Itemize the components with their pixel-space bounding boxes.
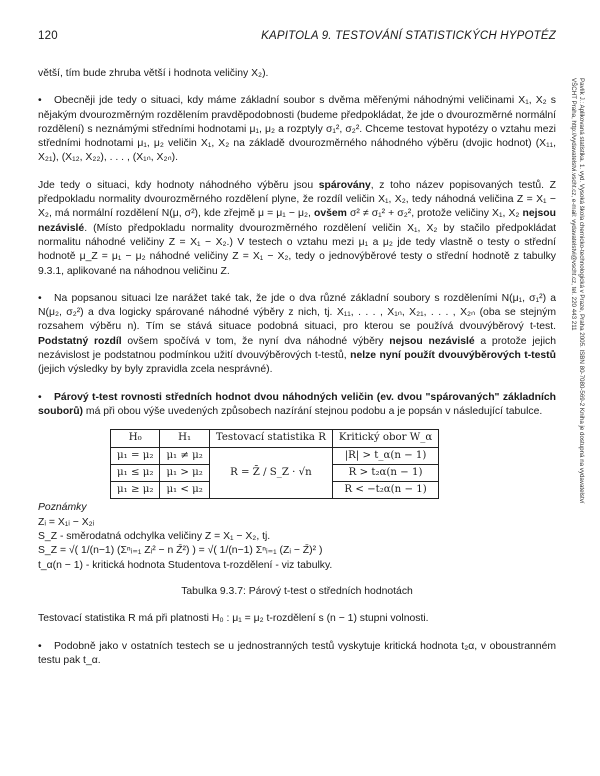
table-cell-h1: μ₁ ≠ μ₂ — [160, 447, 209, 464]
paragraph-4-bold-c: nelze nyní použít dvouvýběrových t-testů — [350, 350, 556, 362]
paragraph-4-text-a: Na popsanou situaci lze narážet také tak, že jde o dva různé základní soubory s rozděleními N(μ₁, σ₁²) a N(μ₂, σ₂²) a dva logicky spárované náhodné výběry z nich, tj. X₁₁, . . . , X₁ₙ, X₂₁, . . . , X₂ₙ (oba se stejným rozsahem výběru n). Tím se stává situace podobná situaci, pro kterou se používá dvouvýběrový t-test. — [38, 292, 556, 333]
paragraph-1: větší, tím bude zhruba větší i hodnota veličiny X₂). — [38, 68, 269, 79]
table-cell-h0: μ₁ ≥ μ₂ — [111, 482, 160, 499]
page-number: 120 — [38, 30, 58, 42]
paragraph-4-text-d: (jejich výsledky by byly zpravidla zcela nesprávné). — [38, 364, 273, 376]
paragraph-3 — [38, 179, 556, 279]
paragraph-6: Testovací statistika R má při platnosti H₀ : μ₁ = μ₂ t-rozdělení s (n − 1) stupni volnosti. — [38, 613, 429, 625]
table-cell-statistic: R = Z̄ / S_Z · √n — [209, 447, 332, 499]
bullet-icon: • — [38, 640, 42, 652]
paragraph-3-bold-a: spárovány — [318, 179, 371, 191]
note-2: S_Z - směrodatná odchylka veličiny Z = X₁ − X₂, tj. — [38, 531, 271, 543]
side-copyright-note: Pavlík J.: Aplikovaná statistika. 1. vyd. Vysoká škola chemicko-technologická v Praze, Praha 2005. ISBN 80-7080-569-2 Kniha je dostupná na vydavatelství VŠCHT Praha, http://vydavatelstvi.vscht.cz, e-mail: vydavatelstvi@vscht.cz, tel. 220 443 211 — [570, 78, 585, 504]
paragraph-5-bold: Párový t-test rovnosti středních hodnot dvou náhodných veličin (ev. dvou "spárovaných" základních souborů) — [38, 391, 556, 417]
table-cell-h0: μ₁ ≤ μ₂ — [111, 464, 160, 481]
table-cell-critical: R > t₂α(n − 1) — [332, 464, 438, 481]
paragraph-3-text-a: Jde tedy o situaci, kdy hodnoty náhodného výběru jsou — [38, 179, 319, 191]
paragraph-7 — [38, 640, 556, 669]
notes-title: Poznámky — [38, 502, 87, 514]
note-3: S_Z = √( 1/(n−1) (Σⁿᵢ₌₁ Zᵢ² − n Z̄²) ) = √( 1/(n−1) Σⁿᵢ₌₁ (Zᵢ − Z̄)² ) — [38, 545, 323, 557]
paragraph-4-bold-b: nejsou nezávislé — [389, 335, 475, 347]
chapter-title: KAPITOLA 9. TESTOVÁNÍ STATISTICKÝCH HYPOTÉZ — [261, 30, 556, 42]
table-header-h1: H₁ — [160, 430, 209, 447]
table-row — [111, 447, 439, 464]
page-body — [38, 67, 556, 668]
table-cell-h0: μ₁ = μ₂ — [111, 447, 160, 464]
paragraph-2-pairs: (X₁₁, X₂₁), (X₁₂, X₂₂), . . . , (X₁ₙ, X₂ₙ). — [38, 138, 556, 164]
paragraph-5 — [38, 391, 556, 420]
table-header-h0: H₀ — [111, 430, 160, 447]
bullet-icon: • — [38, 95, 42, 107]
paragraph-7-text: Podobně jako v ostatních testech se u jednostranných testů vyskytuje kritická hodnota t₂α, v oboustranném testu pak t_α. — [38, 640, 556, 666]
paragraph-3-text-b: , z toho název popisovaných testů. Z předpokladu normality dvourozměrného rozdělení plyne, že rozdíl veličin X₁, X₂, tedy náhodná veličina Z = X₁ − X₂, má normální rozdělení N(μ, σ²), kde zřejmě μ = μ₁ − μ₂, — [38, 179, 557, 220]
bullet-icon: • — [38, 292, 42, 304]
table-cell-h1: μ₁ < μ₂ — [160, 482, 209, 499]
paragraph-3-bold-b: ovšem — [313, 208, 347, 220]
paragraph-3-text-c: σ² ≠ σ₁² + σ₂², protože veličiny X₁, X₂ — [346, 208, 523, 220]
table-cell-h1: μ₁ > μ₂ — [160, 464, 209, 481]
table-notes — [38, 501, 556, 572]
paragraph-4 — [38, 292, 556, 378]
paragraph-4-bold-a: Podstatný rozdíl — [38, 335, 122, 347]
paragraph-3-bold-c: nejsou nezávislé — [38, 208, 556, 234]
paragraph-3-text-d: . (Místo předpokladu normality dvourozměrného rozdělení veličin X₁, X₂ by stačilo předpokládat normalitu náhodné veličiny Z = X₁ − X₂.) V testech o vztahu mezi μ₁ a μ₂ jde tedy vlastně o testy o střední hodnotě μ_Z = μ₁ − μ₂ náhodné veličiny Z = X₁ − X₂, tedy o jednovýběrové testy o střední hodnotě z tabulky 9.3.1, aplikované na náhodnou veličinu Z. — [38, 222, 556, 277]
table-cell-critical: |R| > t_α(n − 1) — [332, 447, 438, 464]
bullet-icon: • — [38, 391, 42, 403]
table-header-critical-region: Kritický obor W_α — [332, 430, 438, 447]
table-caption: Tabulka 9.3.7: Párový t-test o středních hodnotách — [181, 585, 413, 597]
page-header — [38, 30, 556, 46]
paragraph-5-text: má při obou výše uvedených způsobech nazírání stejnou podobu a je popsán v následující tabulce. — [83, 405, 543, 417]
note-4: t_α(n − 1) - kritická hodnota Studentova t-rozdělení - viz tabulky. — [38, 559, 333, 571]
note-1: Zᵢ = X₁ᵢ − X₂ᵢ — [38, 516, 95, 528]
paragraph-2-text: Obecněji jde tedy o situaci, kdy máme základní soubor s dvěma měřenými náhodnými veličinami X₁, X₂ s nějakým dvourozměrným rozdělením pravděpodobnosti (budeme předpokládat, že jde o dvourozměrné normální rozdělení) s neznámými středními hodnotami μ₁, μ₂ a rozptyly σ₁², σ₂². Chceme testovat hypotézy o vztahu mezi středními hodnotami μ₁, μ₂ veličin X₁, X₂ na základě dvourozměrného náhodného výběru (dvojic hodnot) — [38, 95, 556, 150]
paragraph-4-text-b: ovšem spočívá v tom, že nyní dva náhodné výběry — [121, 335, 390, 347]
table-header-statistic: Testovací statistika R — [209, 430, 332, 447]
table-cell-critical: R < −t₂α(n − 1) — [332, 482, 438, 499]
paragraph-4-text-c: a protože jejich nezávislost je podstatnou podmínkou užití dvouvýběrových t-testů, — [38, 335, 557, 362]
paired-t-test-table — [110, 429, 439, 499]
paragraph-2 — [38, 94, 556, 165]
